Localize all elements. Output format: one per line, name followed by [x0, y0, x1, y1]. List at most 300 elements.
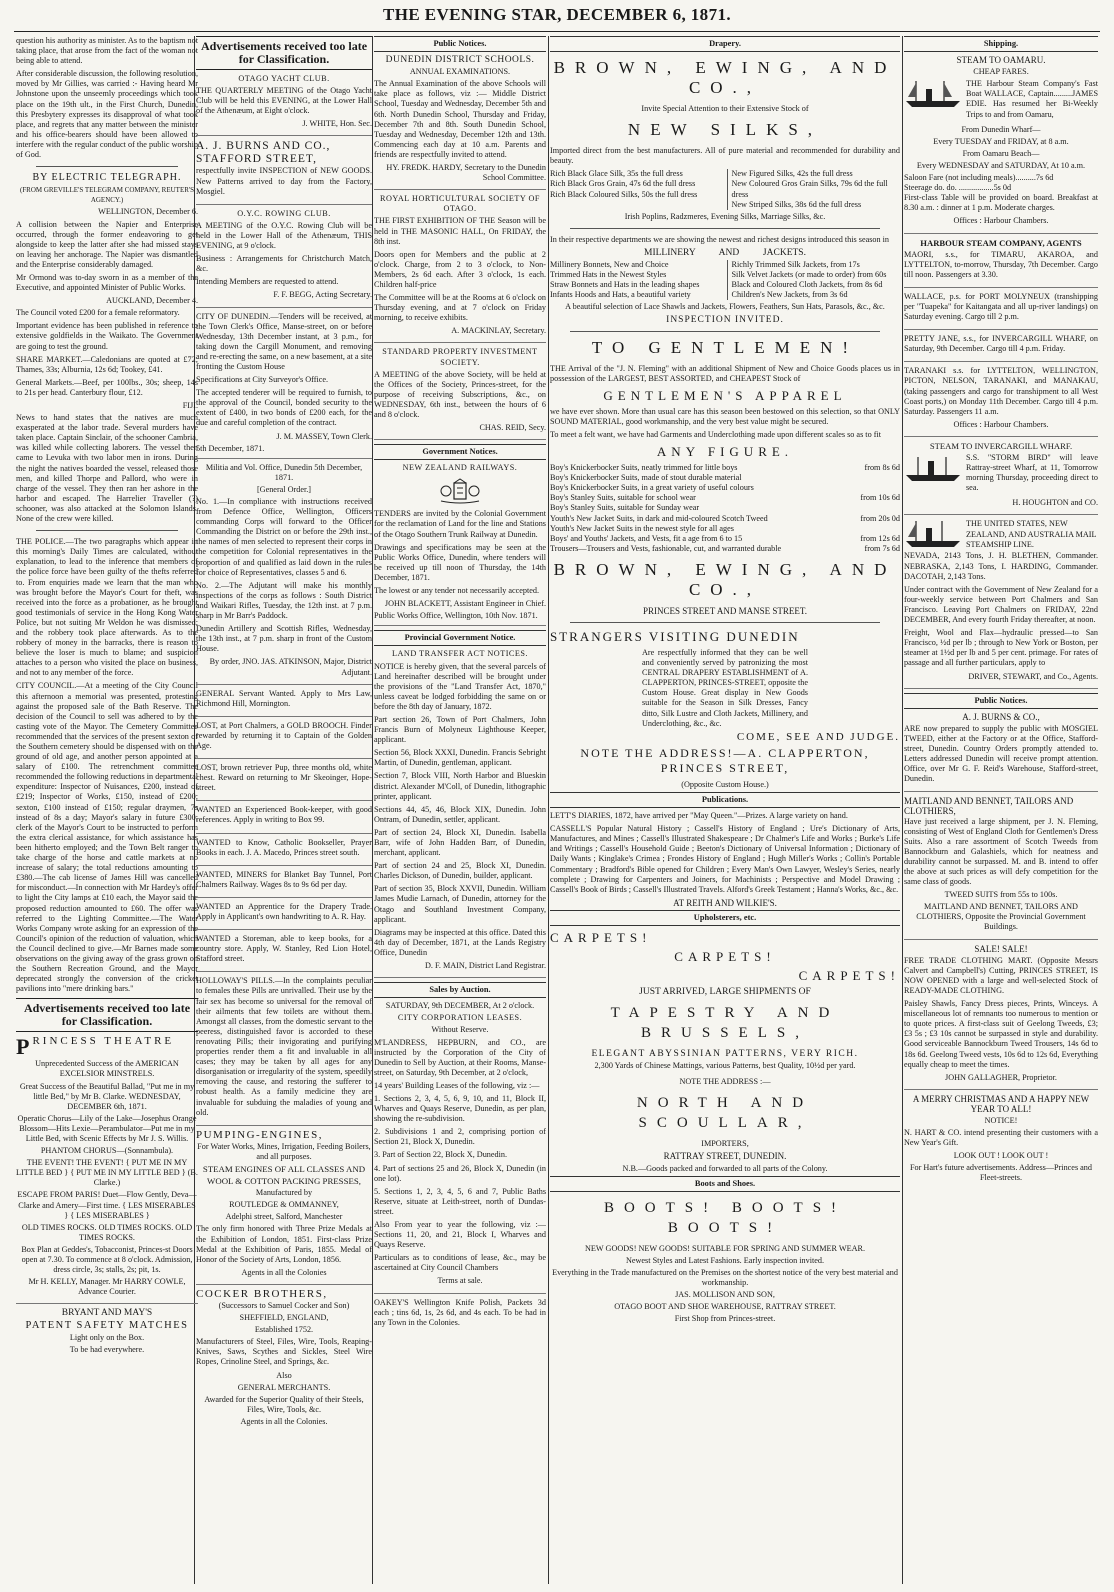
- fare-row: Steerage do. do. .................5s 0d: [904, 183, 1012, 193]
- ad-title: BROWN, EWING, AND CO.,: [553, 559, 897, 599]
- ad-line: NOTE THE ADDRESS :—: [679, 1077, 771, 1087]
- article-paragraph: The Council voted £200 for a female reformatory.: [16, 308, 180, 318]
- ad-text: WANTED to Know, Catholic Bookseller, Prayer Books in each. J. A. Macedo, Princes street south.: [196, 837, 372, 857]
- ad-text: LETT'S DIARIES, 1872, have arrived per "May Queen."—Prizes. A large variety on hand.: [550, 811, 848, 821]
- sailing-notice: [904, 334, 1098, 362]
- fare-row: Saloon Fare (not including meals)..........7s 6d: [904, 173, 1054, 183]
- ad-line: STEAM ENGINES OF ALL CLASSES AND: [202, 1163, 366, 1174]
- small-ad: [196, 934, 372, 972]
- ad-title: CARPETS!: [798, 967, 900, 983]
- ad-title: THE UNITED STATES, NEW ZEALAND, AND AUSTRALIA MAIL STEAMSHIP LINE.: [966, 519, 1097, 549]
- ad-signature: J. M. MASSEY, Town Clerk.: [276, 431, 372, 441]
- divider: [570, 228, 880, 229]
- railways-ad: [374, 463, 546, 626]
- ad-subtitle: MILLINERY AND JACKETS.: [644, 247, 806, 258]
- oamaru-steam-ad: [904, 55, 1098, 233]
- ad-text: Particulars as to conditions of lease, &c., may be ascertained at City Council Chambers: [374, 1253, 546, 1273]
- list-item: Infants Hoods and Hats, a beautiful variety: [550, 290, 691, 300]
- telegraph-heading: BY ELECTRIC TELEGRAPH.: [32, 172, 182, 184]
- price-value: from 10s 6d: [860, 493, 900, 503]
- ad-text: To meet a felt want, we have had Garments and Underclothing made upon different scales so as to fit: [550, 429, 881, 439]
- price-value: from 8s 6d: [864, 463, 900, 473]
- list-item: 5. Sections 1, 2, 3, 4, 5, 6 and 7, Public Baths Reserve, situate at Leith-street, north of Dundas-street.: [374, 1186, 546, 1216]
- classification-heading: Advertisements received too late for Classification.: [196, 36, 372, 70]
- ad-title: A. J. BURNS & CO.,: [962, 711, 1040, 722]
- list-item: Silk Velvet Jackets (or made to order) from 60s: [731, 270, 887, 280]
- ad-title: O.Y.C. ROWING CLUB.: [237, 208, 331, 218]
- ad-line: Light only on the Box.: [69, 1332, 145, 1342]
- ad-text: In their respective departments we are showing the newest and richest designs introduced this season in: [550, 234, 890, 244]
- list-item: Part section 26, Town of Port Chalmers, John Francis Burn of Molyneux Lighthouse Keeper, applicant.: [374, 714, 546, 745]
- list-item: Rich Black Glace Silk, 35s the full dress: [550, 169, 683, 179]
- ad-title: STEAM TO INVERCARGILL WHARF.: [929, 440, 1073, 451]
- ad-text: First-class Table will be provided on board. Breakfast at 8.30 a.m. : dinner at 1 p.m. Moderate charges.: [904, 193, 1098, 213]
- ad-title: NEW ZEALAND RAILWAYS.: [402, 463, 518, 473]
- ad-text: M'LANDRESS, HEPBURN, and CO., are instructed by the Corporation of the City of Dunedin to Sell by Auction, at their Rooms, Manse-street, on Saturday, 9th December, at 2 o'clock,: [374, 1037, 546, 1077]
- article-paragraph: question his authority as minister. As to the baptism not taking place, that arose from the fact of the woman not being able to attend.: [16, 36, 198, 66]
- list-item: Section 56, Block XXXI, Dunedin. Francis Sebright Martin, of Dunedin, gentleman, applicant.: [374, 748, 546, 768]
- coat-of-arms-icon: [437, 477, 483, 505]
- ad-text: Specifications at City Surveyor's Office.: [196, 375, 329, 385]
- section-heading: Public Notices.: [904, 693, 1098, 709]
- ad-text: HOLLOWAY'S PILLS.—In the complaints peculiar to females these Pills are unrivalled. Their use by the fair sex has become so universal for the removal of their ailments that few toilets are without them. Amongst all classes, from the domestic servant to the peeress, distinguished favor is accorded to these renovating Pills; their invigorating and purifying properties render them a fit and invaluable in all cases; they may be taken by all ages for any disorganisation or irregularity of the system, speedily removing the cause, and restoring the sufferer to robust health. As a family medicine they are invaluable for subduing the maladies of young and old.: [196, 976, 372, 1117]
- ad-signature: HY. FREDK. HARDY, Secretary to the Dunedin School Committee.: [386, 163, 546, 183]
- section-heading: Shipping.: [904, 36, 1098, 52]
- ad-subtitle: ANY FIGURE.: [656, 444, 794, 460]
- steamship-icon: [904, 519, 962, 549]
- list-item: Rich Black Coloured Silks, 50s the full dress: [550, 189, 698, 199]
- ad-address: PRINCES STREET AND MANSE STREET.: [643, 605, 807, 616]
- ad-text: The only firm honored with Three Prize Medals at the Exhibition of London, 1851. First-class Prize Medal at the Exhibition of Paris, 1855. Medal of Honor of the Society of Arts, London, 1856.: [196, 1224, 372, 1264]
- column-rule: [548, 36, 549, 1584]
- divider: [36, 530, 178, 531]
- ad-line: Operatic Chorus—Lily of the Lake—Josephus Orange Blossom—Hits Lexie—Perambulator—Put me in my Little Bed, with Scenic Effects by Mr J. S. Willis.: [17, 1113, 197, 1143]
- ad-line: A beautiful selection of Lace Shawls and Jackets, Flowers, Feathers, Sun Hats, Parasols, &c., &c.: [565, 302, 885, 312]
- city-tender-ad: [196, 312, 372, 459]
- ad-text: The lowest or any tender not necessarily accepted.: [374, 586, 540, 596]
- ad-title: STRANGERS VISITING DUNEDIN: [550, 629, 800, 644]
- ad-text: The Committee will be at the Rooms at 6 o'clock on Thursday evening, and at 7 o'clock on Friday morning, to receive exhibits.: [374, 293, 546, 323]
- ad-line: THE EVENT! THE EVENT! { PUT ME IN MY LITTLE BED } { PUT ME IN MY LITTLE BED } (B. Clarke.): [16, 1158, 198, 1188]
- small-ad: [196, 689, 372, 717]
- list-item: New Coloured Gros Grain Silks, 79s 6d the full dress: [731, 179, 888, 199]
- ad-line: Unprecedented Success of the AMERICAN EXCELSIOR MINSTRELS.: [35, 1059, 179, 1079]
- list-item: Sections 44, 45, 46, Block XIX, Dunedin. John Ontram, of Dunedin, settler, applicant.: [374, 804, 546, 824]
- section-heading: Sales by Auction.: [374, 982, 546, 998]
- ad-line: First Shop from Princes-street.: [674, 1314, 776, 1324]
- ad-subtitle: INSPECTION INVITED.: [666, 314, 784, 325]
- ad-line: SHEFFIELD, ENGLAND,: [239, 1313, 329, 1323]
- ad-text: WANTED, MINERS for Blanket Bay Tunnel, Port Chalmers Railway. Wages 8s to 9s 6d per day.: [196, 869, 372, 889]
- ad-text: THE QUARTERLY MEETING of the Otago Yacht Club will be held this EVENING, at the Lower Hall of the Athenæum, at Eight o'clock.: [196, 86, 372, 116]
- ad-signature: J. WHITE, Hon. Sec.: [302, 119, 372, 129]
- christmas-ad: [904, 1094, 1098, 1184]
- list-item: Part of section 24, Block XI, Dunedin. Isabella Barr, wife of John Hadden Barr, of Dunedin, merchant, applicant.: [374, 827, 546, 858]
- sailing-notice: [904, 250, 1098, 288]
- ad-line: N.B.—Goods packed and forwarded to all parts of the Colony.: [622, 1163, 828, 1173]
- section-heading: Public Notices.: [374, 36, 546, 52]
- ad-title: PUMPING-ENGINES,: [196, 1128, 323, 1141]
- column-news: [16, 36, 198, 1586]
- dateline: AUCKLAND, December 4.: [106, 296, 198, 306]
- price-value: from 20s 0d: [860, 513, 900, 523]
- small-ad: [196, 763, 372, 801]
- land-transfer-ad: [374, 649, 546, 978]
- ad-line: WOOL & COTTON PACKING PRESSES,: [207, 1176, 361, 1187]
- ad-text: Business : Arrangements for Christchurch Match, &c.: [196, 254, 372, 274]
- ad-subtitle: CHEAP FARES.: [973, 67, 1029, 77]
- price-value: from 12s 6d: [860, 533, 900, 543]
- ad-title: CARPETS!: [674, 948, 776, 964]
- ad-text: TENDERS are invited by the Colonial Government for the reclamation of Land for the line and Stations of the Otago Southern Trunk Railway at Dunedin.: [374, 509, 546, 539]
- list-item: Rich Black Gros Grain, 47s 6d the full dress: [550, 179, 696, 189]
- masthead: THE EVENING STAR, DECEMBER 6, 1871.: [382, 5, 732, 24]
- ad-text: Freight, Wool and Flax—hydraulic pressed—to San Francisco, ½d per lb ; through to New York or Boston, per steamer at 1½d per lb and 5 per cent. primage. For rates of passage and all further particulars, apply to: [904, 628, 1098, 668]
- column-drapery: [550, 36, 900, 1586]
- ad-line: (Successors to Samuel Cocker and Son): [218, 1301, 350, 1310]
- ad-text: Doors open for Members and the public at 2 o'clock. Charge, from 2 to 3 o'clock, to Non-Members, 2s 6d each. After 3 o'clock, 1s each. Children half-price: [374, 249, 546, 289]
- divider: [36, 166, 178, 167]
- ad-line: ESCAPE FROM PARIS! Duet—Flow Gently, Deva—Clarke and Amery—First time. { LES MISERABLES } { LES MISERABLES }: [17, 1190, 197, 1220]
- ad-signature: MAITLAND AND BENNET, TAILORS AND CLOTHIERS, Opposite the Provincial Government Buildings.: [916, 902, 1086, 932]
- ad-line: From Oamaru Beach—: [962, 148, 1040, 158]
- rowing-club-ad: [196, 209, 372, 308]
- ad-date: Public Works Office, Wellington, 10th Nov. 1871.: [374, 611, 538, 621]
- ad-line: NEW GOODS! NEW GOODS! SUITABLE FOR SPRING AND SUMMER WEAR.: [584, 1243, 865, 1253]
- price-item: Youth's New Jacket Suits, in dark and mid-coloured Scotch Tweed: [550, 513, 768, 523]
- ad-text: Manufacturers of Steel, Files, Wire, Tools, Reaping-Knives, Saws, Scythes and Sickles, Steel Wire Ropes, Crinoline Steel, and Springs, &c.: [196, 1337, 372, 1367]
- ad-title: STEAM TO OAMARU.: [956, 55, 1046, 66]
- ad-line: OTAGO BOOT AND SHOE WAREHOUSE, RATTRAY STREET.: [614, 1302, 836, 1312]
- horticultural-ad: [374, 194, 546, 343]
- sailing-notice: [904, 366, 1098, 437]
- auction-ad: [374, 1001, 546, 1293]
- classification-heading: Advertisements received too late for Classification.: [16, 998, 198, 1032]
- cocker-brothers-ad: [196, 1289, 372, 1427]
- list-item: Part of section 24 and 25, Block XI, Dunedin. Charles Dickson, of Dunedin, builder, applicant.: [374, 861, 546, 881]
- column-shipping: [904, 36, 1098, 1586]
- price-row: [550, 483, 900, 493]
- ad-title: RINCESS THEATRE: [32, 1035, 175, 1048]
- ad-line: Manufactured by: [255, 1188, 313, 1198]
- silks-list: [550, 169, 900, 209]
- ad-line: Newest Styles and Latest Fashions. Early inspection invited.: [625, 1255, 825, 1265]
- ad-signature: JOHN GALLAGHER, Proprietor.: [945, 1072, 1057, 1082]
- ad-text: Have just received a large shipment, per J. N. Fleming, consisting of West of England Cloth for Gentlemen's Dress Suits. Also a rare assortment of Scotch Tweeds from Bannockburn and Galashiels, which for neatness and durability cannot be surpassed. M. and B. intend to offer the above at such prices as will defy competition for the same class of goods.: [904, 816, 1098, 887]
- yacht-club-ad: [196, 74, 372, 136]
- price-row: [550, 524, 900, 534]
- ad-title: OTAGO YACHT CLUB.: [238, 74, 330, 83]
- ad-line: ROUTLEDGE & OMMANNEY,: [229, 1200, 339, 1210]
- invercargill-steam-ad: [904, 441, 1098, 516]
- price-item: Boy's Stanley Suits, suitable for Sunday wear: [550, 503, 700, 513]
- ad-text: Paisley Shawls, Fancy Dress pieces, Prints, Winceys. A miscellaneous lot of remnants too numerous to mention or to quote prices. A first-class suit of Geelong Tweeds, £3; £3 5s ; £3 10s cannot be surpassed in style and durability. Good serviceable Bannockburn Tweed Trousers, 14s 6d to 18s 6d. Geelong Tweed vests, 10s 6d to 12s 6d, Everything equally cheap to meet the times.: [904, 999, 1098, 1069]
- ad-line: PHANTOM CHORUS—(Sonnambula).: [40, 1146, 174, 1156]
- article-paragraph: THE POLICE.—The two paragraphs which appear in this morning's Daily Times are calculated, without explanation, to lead to the inference that members of the police force have been guilty of the thefts referred to. From enquiries made we learn that the man who was brought before the Mayor's Court for theft, was received into the force as a probationer, as he brought good testimonials of service in the Hong Kong Water Police, but not suiting Mr Weldon he was dismissed; and the robbery took place afterwards. As to the robbery of money in the barracks, there is reason to believe the loser is much to blame; and suspicion attaches to a person who visited the place on business, and not to any member of the force.: [16, 537, 198, 678]
- ad-line: For Water Works, Mines, Irrigation, Feeding Boilers, and all purposes.: [197, 1141, 371, 1161]
- ad-title: DUNEDIN DISTRICT SCHOOLS.: [385, 55, 535, 66]
- ad-date: 5th December, 1871.: [196, 443, 265, 453]
- steamship-icon: [904, 453, 962, 483]
- ad-title: LAND TRANSFER ACT NOTICES.: [392, 649, 528, 659]
- ad-signature: CHAS. REID, Secy.: [479, 423, 546, 433]
- sailing-notice: [904, 292, 1098, 330]
- ad-line: Terms at sale.: [437, 1276, 483, 1286]
- ad-subtitle: GENTLEMEN'S APPAREL: [603, 387, 847, 403]
- ad-subtitle: Without Reserve.: [431, 1025, 489, 1035]
- ad-signature: JOHN BLACKETT, Assistant Engineer in Chief.: [384, 599, 546, 609]
- ad-address: (Opposite Custom House.): [681, 779, 769, 789]
- column-classified: [196, 36, 372, 1586]
- ad-text: we have ever shown. More than usual care has this season been bestowed on this selection, so that ONLY SOUND MATERIAL, good workmanship, and the very best value might be secured.: [550, 406, 900, 426]
- article-paragraph: Important evidence has been published in reference to extensive goldfields in the Waikato. The Government are going to test the ground.: [16, 321, 198, 351]
- price-item: Boy's Knickerbocker Suits, made of stout durable material: [550, 473, 742, 483]
- ad-signature: Offices : Harbour Chambers.: [953, 216, 1049, 226]
- drop-cap: P: [16, 1034, 30, 1060]
- ad-text: No. 1.—In compliance with instructions received from Defence Office, Wellington, Officers commanding Corps will forward to the Officer Commanding the District on or before the 29th inst., the names of men selected to represent their corps in the competition for Colonial representatives in the proportion of and qualified as laid down in the rules for choice of Representatives, classes 5 and 6.: [196, 497, 372, 577]
- ad-line: Agents in all the Colonies.: [240, 1416, 328, 1426]
- ad-signature: DRIVER, STEWART, and Co., Agents.: [968, 671, 1098, 681]
- article-paragraph: General Markets.—Beef, per 100lbs., 30s; sheep, 14s to 21s per head. Canterbury flour, £12.: [16, 377, 198, 397]
- princess-theatre-ad: [16, 1036, 198, 1304]
- bryant-may-ad: [16, 1308, 198, 1354]
- small-ad: [196, 805, 372, 833]
- ad-title: SALE! SALE!: [974, 943, 1028, 954]
- section-heading: Upholsterers, etc.: [550, 910, 900, 926]
- small-ad: [196, 902, 372, 930]
- ad-line: OLD TIMES ROCKS. OLD TIMES ROCKS. OLD TIMES ROCKS.: [21, 1222, 193, 1242]
- mail-steamship-ad: [904, 519, 1098, 688]
- article-paragraph: Mr Ormond was to-day sworn in as a member of the Executive, and appointed Minister of Public Works.: [16, 272, 198, 293]
- ad-text: N. HART & CO. intend presenting their customers with a New Year's Gift.: [904, 1128, 1098, 1148]
- column-rule: [372, 36, 373, 1584]
- mosgiel-tweed-ad: [904, 712, 1098, 793]
- ad-text: THE Arrival of the "J. N. Fleming" with an additional Shipment of New and Choice Goods places us in possession of the LARGEST, BEST ASSORTED, and CHEAPEST Stock of: [550, 363, 900, 383]
- price-row: [550, 473, 900, 483]
- ad-title: BOOTS! BOOTS! BOOTS!: [603, 1199, 847, 1236]
- price-item: Boys' and Youths' Jackets, and Vests, fit a age from 6 to 15: [550, 533, 743, 543]
- ad-text: Imported direct from the best manufacturers. All of pure material and recommended for durability and beauty.: [550, 146, 900, 166]
- ad-subtitle: JUST ARRIVED, LARGE SHIPMENTS OF: [639, 986, 811, 997]
- millinery-list: [550, 260, 900, 300]
- column-rule: [902, 36, 903, 1584]
- steamship-icon: [904, 79, 962, 109]
- list-item: 1. Sections 2, 3, 4, 5, 6, 9, 10, and 11, Block II, Wharves and Quays Reserve, Dunedin, as per plan, showing the re-subdivision.: [374, 1093, 546, 1124]
- ad-line: Also: [276, 1370, 292, 1380]
- price-item: Boy's Knickerbocker Suits, neatly trimmed for little boys: [550, 463, 738, 473]
- militia-ad: [196, 463, 372, 685]
- ad-text: CASSELL'S Popular Natural History ; Cassell's History of England ; Ure's Dictionary of Arts, Manufactures, and Mines ; Cassell's Illustrated Shakespeare ; Dr Chalmer's Life and Works ; Burke's Life and Writings ; Cassell's Household Guide ; Beeton's Dictionary of Universal Information ; Dictionary of Daily Wants ; Kinglake's Crimea ; Frondes History of England ; Hugh Miller's Works ; Collin's Portable Commentary ; Bradford's Bible opened for Children ; Every Man's Own Lawyer, Wesley's Series, nearly complete ; Drawing for Carpenters and Joiners, for Machinists ; Perspective and Model Drawing ; Cassell's Book of Birds ; Cassell's Illustrated Travels. Alford's Greek Testament ; Hanna's Works, &c., &c.: [550, 824, 900, 894]
- column-notices: [374, 36, 546, 1586]
- ad-line: To be had everywhere.: [69, 1344, 145, 1354]
- ad-text: S.S. "STORM BIRD" will leave Rattray-street Wharf, at 11, Tomorrow morning Thursday, proceeding direct to sea.: [966, 453, 1098, 493]
- article-paragraph: CITY COUNCIL.—At a meeting of the City Council this afternoon a memorial was presented, protesting against the proposed sale of the Bath Reserve. The decision of the Council to sell was adhered to by the casting vote of the Mayor. The Cemetery Committee recommended that the services of the present sexton of the Southern cemetery should be dispensed with on the ground of old age, and another person appointed at a salary of £100. The retrenchment committee recommended the following reductions in departmental expenditure: Inspector of Nuisances, £200, instead of £219; Inspector of Works, £150, instead of £200; sexton, £100 instead of £150; regular draymen, 7s instead of 8s a day; Mayor's salary in future £300; clerk of the Mayor's Court to be instructed to perform the extra clerical assistance, for which assistance has been hitherto employed; and the Town Belt ranger to take charge of the horse and cattle markets at no increase of salary; the total reductions amounting to £380.—The cab license of James Hill was cancelled for misconduct.—In connection with Mr Hardey's offer to light the City lamps at £10 each, the Mayor said the proposed reduction amounted to £60. The offer was referred to the Lighting Committee.—The Water Works Company wrote asking for an expression of the Council's opinion of the reduction of valuation, which the Council declined to give.—Mr Barnes made some observations on the giving away of the grass grown on the Southern Recreation Ground, and the Mayor deprecated strongly the conversion of the cricket pavilions into "mere drinking bars.": [16, 681, 198, 994]
- ad-signature: F. F. BEGG, Acting Secretary.: [273, 290, 372, 300]
- pumping-engines-ad: [196, 1130, 372, 1285]
- section-heading: Publications.: [550, 792, 900, 808]
- ad-text: THE FIRST EXHIBITION OF THE Season will be held in THE MASONIC HALL, On FRIDAY, the 8th inst.: [374, 216, 546, 246]
- section-heading: Boots and Shoes.: [550, 1176, 900, 1192]
- ad-title: A. J. BURNS AND CO., STAFFORD STREET,: [196, 140, 331, 166]
- ad-text: The accepted tenderer will be required to furnish, to the approval of the Council, bonded security to the extent of £400, in two bonds of £200 each, for the due and careful completion of the contract.: [196, 388, 372, 428]
- ad-subtitle: LOOK OUT ! LOOK OUT !: [953, 1151, 1049, 1161]
- dateline: FIJI.: [182, 401, 198, 410]
- ad-title: COCKER BROTHERS,: [196, 1287, 328, 1300]
- ad-line: Mr H. KELLY, Manager. Mr HARRY COWLE, Advance Courier.: [28, 1277, 186, 1297]
- price-value: from 7s 6d: [864, 543, 900, 553]
- ad-title: ROYAL HORTICULTURAL SOCIETY OF OTAGO.: [380, 194, 540, 214]
- ad-title: MAITLAND AND BENNET, TAILORS AND CLOTHIERS,: [904, 796, 1074, 817]
- price-item: Boy's Knickerbocker Suits, in a great variety of useful colours: [550, 483, 754, 493]
- ad-signature: D. F. MAIN, District Land Registrar.: [424, 961, 546, 971]
- list-item: 3. Part of Section 22, Block X, Dunedin.: [374, 1150, 508, 1160]
- ad-text: Drawings and specifications may be seen at the Public Works Office, Dunedin, where tenders will be received up till noon of Thursday, the 14th December, 1871.: [374, 542, 546, 582]
- price-row: [550, 463, 900, 473]
- ad-subtitle: ELEGANT ABYSSINIAN PATTERNS, VERY RICH.: [591, 1049, 859, 1060]
- ad-line: JAS. MOLLISON AND SON,: [675, 1290, 775, 1300]
- ad-signature: A. MACKINLAY, Secretary.: [451, 326, 546, 336]
- ad-text: Intending Members are requested to attend.: [196, 277, 339, 287]
- school-exam-ad: [374, 55, 546, 190]
- ad-line: 2,300 Yards of Chinese Mattings, various Patterns, best Quality, 10½d per yard.: [594, 1061, 856, 1071]
- ad-title: CITY CORPORATION LEASES.: [397, 1013, 523, 1023]
- price-list: [550, 463, 900, 554]
- divider: [570, 331, 880, 332]
- ad-subtitle: NOTE THE ADDRESS!—A. CLAPPERTON, PRINCES STREET,: [580, 745, 870, 775]
- divider: [570, 622, 880, 623]
- price-item: Trousers—Trousers and Vests, fashionable, cut, and warranted durable: [550, 543, 782, 553]
- price-row: [550, 493, 900, 503]
- ad-text: LOST, at Port Chalmers, a GOLD BROOCH. Finder rewarded by returning it to Captain of the Golden Age.: [196, 720, 372, 750]
- list-item: 2. Subdivisions 1 and 2, comprising portion of Section 21, Block X, Dunedin.: [374, 1127, 546, 1147]
- ad-title: CARPETS!: [550, 929, 652, 945]
- ad-line: Awarded for the Superior Quality of their Steels, Files, Wire, Tools, &c.: [204, 1394, 364, 1414]
- ad-text: NEVADA, 2143 Tons, J. H. BLETHEN, Commander. NEBRASKA, 2,143 Tons, I. HARDING, Commander. DACOTAH, 2,143 Tons.: [904, 551, 1098, 581]
- ad-text: Diagrams may be inspected at this office. Dated this 4th day of December, 1871, at the Lands Registry Office, Dunedin: [374, 927, 546, 957]
- article-paragraph: After considerable discussion, the following resolution, moved by Mr Gillies, was carried :- Having heard Mr Johnstone upon the unseemly proceedings which took place on the 19th ult., in the First Church, Dunedin, this Presbytery expresses its disapproval of what took place, and regrets that any matter between the minister and his office-bearers should have been allowed to interfere with the regular conduct of the public worship of God.: [16, 69, 198, 160]
- ad-text: WALLACE, p.s. for PORT MOLYNEUX (transhipping per "Tuapeka" for Kaitangata and all up-river landings) on Saturday evening. Cargo till 2 p.m.: [904, 291, 1098, 322]
- section-heading: Government Notices.: [374, 444, 546, 460]
- ad-line: GENERAL MERCHANTS.: [237, 1382, 331, 1392]
- section-heading: Drapery.: [550, 36, 900, 52]
- holloway-ad: [196, 976, 372, 1125]
- ad-title: BRYANT AND MAY'S: [61, 1308, 153, 1319]
- clothing-sale-ad: [904, 944, 1098, 1090]
- standard-society-ad: [374, 347, 546, 440]
- ad-text: WANTED an Apprentice for the Drapery Trade. Apply in Applicant's own handwriting to A. R. Hay.: [196, 901, 372, 921]
- ad-date: SATURDAY, 9th DECEMBER, At 2 o'clock.: [385, 1001, 535, 1011]
- ad-text: respectfully invite INSPECTION of NEW GOODS. New Patterns arrived to day from the Factory, Mosgiel.: [196, 166, 372, 196]
- ad-text: WANTED an Experienced Book-keeper, with good references. Apply in writing to Box 99.: [196, 805, 372, 825]
- maitland-bennet-ad: [904, 796, 1098, 939]
- list-item: Millinery Bonnets, New and Choice: [550, 260, 669, 270]
- ad-line: Box Plan at Geddes's, Tobacconist, Princes-st Doors open at 7.30. To commence at 8 o'clock. Admission, dress circle, 3s; stalls, 2s; pit, 1s.: [21, 1244, 193, 1275]
- ad-title: TO GENTLEMEN!: [591, 337, 859, 357]
- ad-subtitle: COME, SEE AND JUDGE.: [736, 730, 900, 743]
- ad-text: GENERAL Servant Wanted. Apply to Mrs Law, Richmond Hill, Mornington.: [196, 688, 372, 708]
- ad-text: THE Harbour Steam Company's Fast Boat WALLACE, Captain.........JAMES EDIE. Has resumed her Bi-Weekly Trips to and from Oamaru,: [966, 79, 1098, 119]
- small-ad: [196, 721, 372, 759]
- ad-title: BROWN, EWING, AND CO.,: [553, 58, 897, 98]
- list-item: Trimmed Hats in the Newest Styles: [550, 270, 667, 280]
- oakey-ad: [374, 1298, 546, 1328]
- ad-text: CITY OF DUNEDIN.—Tenders will be received, at the Town Clerk's Office, Manse-street, on or before Wednesday, 13th December instant, at 3 p.m., for taking down the Cargill Monument, and removing and re-erecting the same, on a new basement, at a site fronting the Custom House: [196, 311, 372, 371]
- ad-signature: H. HOUGHTON and CO.: [1012, 498, 1098, 508]
- price-row: [550, 544, 900, 554]
- ad-line: Great Success of the Beautiful Ballad, "Put me in my little Bed," by Mr B. Clarke. WEDNESDAY, DECEMBER 6th, 1871.: [19, 1081, 195, 1111]
- price-item: Youth's New Jacket Suits in the newest style for all ages: [550, 523, 734, 533]
- list-item: Black and Coloured Cloth Jackets, from 8s 6d: [731, 280, 883, 290]
- ad-subtitle: ANNUAL EXAMINATIONS.: [409, 67, 511, 77]
- ad-text: PRETTY JANE, s.s., for INVERCARGILL WHARF, on Saturday, 9th December. Cargo till 4 p.m. Friday.: [904, 334, 1098, 354]
- list-item: 4. Part of sections 25 and 26, Block X, Dunedin (in one lot).: [374, 1163, 546, 1183]
- ad-text: Also From year to year the following, viz :— Sections 11, 20, and 21, Block I, Wharves and Quays Reserve.: [374, 1220, 546, 1250]
- price-row: [550, 514, 900, 524]
- ad-title: Militia and Vol. Office, Dunedin 5th December, 1871.: [205, 462, 363, 482]
- ad-text: Dunedin Artillery and Scottish Rifles, Wednesday, the 13th inst., at 7 p.m. sharp in front of the Custom House.: [196, 624, 372, 654]
- section-heading: HARBOUR STEAM COMPANY, AGENTS: [920, 237, 1082, 248]
- list-item: New Striped Silks, 38s 6d the full dress: [731, 199, 862, 209]
- ad-text: FREE TRADE CLOTHING MART. (Opposite Messrs Calvert and Campbell's) Cutting, PRINCES STREET, IS NOW OPENED with a large and well-selected Stock of READY-MADE CLOTHING.: [904, 955, 1098, 995]
- article-paragraph: SHARE MARKET.—Caledonians are quoted at £72; Thames, 33s; Alburnia, 12s 6d; Tookey, £41.: [16, 354, 198, 374]
- list-item: Richly Trimmed Silk Jackets, from 17s: [731, 260, 860, 270]
- list-item: Section 7, Block VIII, North Harbor and Blueskin district. Alexander M'Coll, of Dunedin, lithographic printer, applicant.: [374, 771, 546, 801]
- ad-line: Established 1752.: [254, 1325, 314, 1335]
- ad-title: STANDARD PROPERTY INVESTMENT SOCIETY.: [382, 347, 538, 367]
- ad-line: Every WEDNESDAY and SATURDAY, At 10 a.m.: [916, 160, 1086, 170]
- ad-signature: Offices : Harbour Chambers.: [953, 419, 1049, 429]
- ad-subtitle: TWEED SUITS from 55s to 100s.: [944, 890, 1058, 900]
- ad-text: Are respectfully informed that they can be well and conveniently served by patronizing the most CENTRAL DRAPERY ESTABLISHMENT of A. CLAPPERTON, PRINCES-STREET, opposite the Custom House. Great display in New Goods suitable for the Season in Silk Dresses, Fancy ditto, Silk Lustre and Cloth Jackets, Millinery, and Underclothing, &c., &c.: [642, 648, 808, 728]
- ad-subtitle: [General Order.]: [256, 484, 312, 494]
- list-item: Children's New Jackets, from 3s 6d: [731, 290, 848, 300]
- ad-text: ARE now prepared to supply the public with MOSGIEL TWEED, either at the Factory or at the Office, Stafford-street, Dunedin. Country Orders promptly attended to. Letters addressed Dunedin will receive prompt attention. Office, over Mr G. F. Reid's Warehouse, Stafford-street, Dunedin.: [904, 723, 1098, 784]
- ad-text: A MEETING of the O.Y.C. Rowing Club will be held in the Lower Hall of the Athenæum, THIS EVENING, at 9 o'clock.: [196, 220, 372, 251]
- list-item: New Figured Silks, 42s the full dress: [731, 169, 853, 179]
- ad-address: RATTRAY STREET, DUNEDIN.: [663, 1151, 787, 1162]
- ad-line: Agents in all the Colonies: [241, 1267, 327, 1277]
- ad-text: OAKEY'S Wellington Knife Polish, Packets 3d each ; tins 6d, 1s, 2s 6d, and 4s each. To be had in any Town in the Colonies.: [374, 1297, 546, 1327]
- article-paragraph: A collision between the Napier and Enterprise occurred, through the former endeavoring to get alongside to keep the latter after she had missed stays on leaving her anchorage. The Napier was dismantled and the Enterprise considerably damaged.: [16, 219, 198, 269]
- ad-subtitle: PATENT SAFETY MATCHES: [25, 1319, 189, 1331]
- ad-text: Under contract with the Government of New Zealand for a four-weekly service between Port Chalmers and San Francisco. Leaving Port Chalmers on FRIDAY, 22nd DECEMBER, And every fourth Friday thereafter, at noon.: [904, 584, 1098, 625]
- ad-text: The Annual Examination of the above Schools will take place as follows, viz :— Middle District School, Tuesday and Wednesday, December 5th and 6th. North Dunedin School, Thursday and Friday, December 7th and 8th. South Dunedin School, Tuesday and Wednesday, December 12th and 13th. Commencing each day at 10 a.m. Parents and friends are respectfully invited to attend.: [374, 79, 546, 159]
- ad-signature: AT REITH AND WILKIE'S.: [673, 897, 777, 908]
- ad-line: Every TUESDAY and FRIDAY, at 8 a.m.: [933, 136, 1069, 146]
- ad-text: NOTICE is hereby given, that the several parcels of Land hereinafter described will be brought under the provisions of the "Land Transfer Act, 1870," unless caveat be lodged forbidding the same on or before the 8th day of January, 1872.: [374, 661, 546, 711]
- ad-signature: By order, JNO. JAS. ATKINSON, Major, District Adjutant.: [209, 657, 372, 677]
- ad-text: TARANAKI s.s. for LYTTELTON, WELLINGTON, PICTON, NELSON, TARANAKI, and MANAKAU, (taking passengers and cargo for transhipment to all West Coast ports,) on Monday 11th December. Cargo till 4 p.m. Saturday. Passengers 11 a.m.: [904, 366, 1098, 416]
- list-item: Straw Bonnets and Hats in the leading shapes: [550, 280, 700, 290]
- ad-line: Invite Special Attention to their Extensive Stock of: [641, 104, 809, 114]
- masthead-rule: [14, 31, 1100, 32]
- dateline: WELLINGTON, December 6.: [98, 207, 198, 217]
- ad-title: TAPESTRY AND BRUSSELS,: [610, 1005, 840, 1042]
- ad-title: A MERRY CHRISTMAS AND A HAPPY NEW YEAR TO ALL!: [912, 1093, 1090, 1114]
- ad-line: Irish Poplins, Radzmeres, Evening Silks, Marriage Silks, &c.: [624, 211, 826, 221]
- ad-line: IMPORTERS,: [701, 1139, 749, 1149]
- ad-text: 14 years' Building Leases of the following, viz :—: [374, 1080, 540, 1090]
- article-paragraph: News to hand states that the natives are much exasperated at the labor trade. Several murders have taken place. Captain Sinclair, of the schooner Cambria, was killed while collecting laborers. The vessel then came to Levuka with two labor men in irons. During the night the natives boarded the vessel, released those men, and killed Thorpe and Pallord, who were in charge of the vessel. They then ran her ashore in the harbor and escaped. The Harrelier Traveller (?) schooner, was also attacked at the Solomon Islands. None of the crew were killed.: [16, 413, 198, 524]
- ad-title: NEW SILKS,: [627, 120, 823, 140]
- list-item: Part of section 35, Block XXVII, Dunedin. William James Mudie Larnach, of Dunedin, attorney for the Otago and Southland Investment Company, applicant.: [374, 884, 546, 924]
- small-ad: [196, 838, 372, 866]
- ad-text: MAORI, s.s., for TIMARU, AKAROA, and LYTTELTON, to-morrow, Thursday, 7th December. Cargo till noon. Passengers at 3.30.: [904, 249, 1098, 279]
- telegraph-source: (FROM GREVILLE'S TELEGRAM COMPANY, REUTER'S AGENCY.): [19, 186, 195, 205]
- ad-text: LOST, brown retriever Pup, three months old, white chest. Reward on returning to Mr Skeoinger, Hope-street.: [196, 763, 372, 793]
- small-ad: [196, 870, 372, 898]
- ad-text: No. 2.—The Adjutant will make his monthly inspections of the corps as follows : South District and Waikari Rifles, Tuesday, the 12th inst. at 7 p.m. sharp in Mr Barr's Paddock.: [196, 580, 372, 621]
